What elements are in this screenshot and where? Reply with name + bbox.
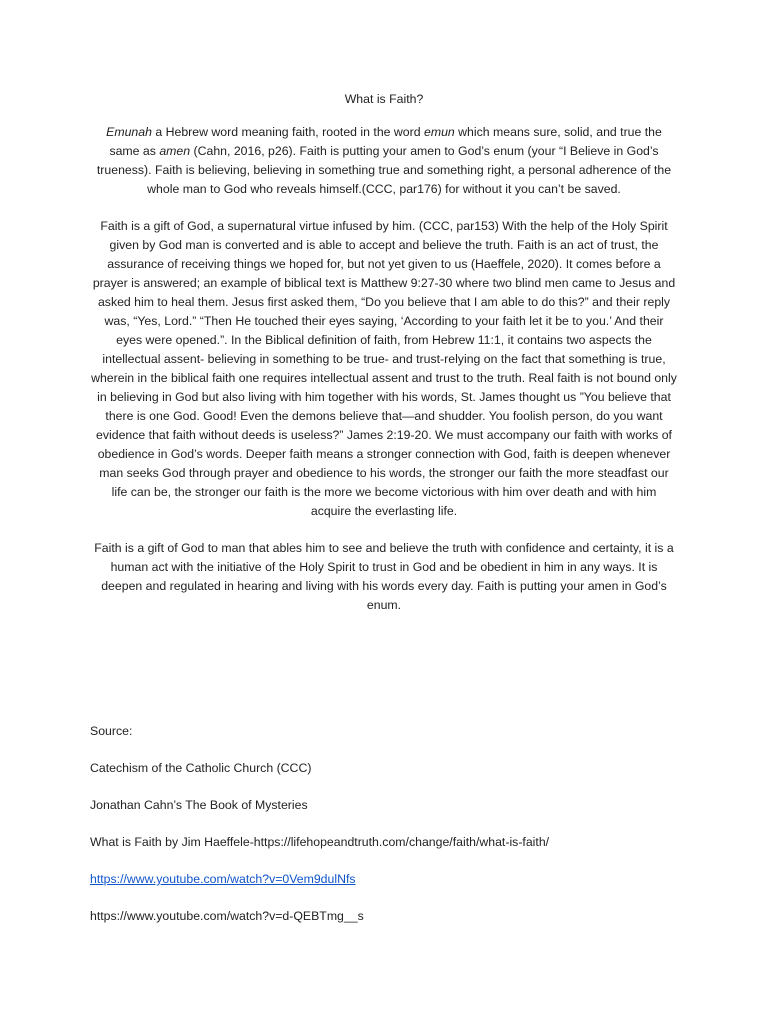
youtube-link-1[interactable]: https://www.youtube.com/watch?v=0Vem9dulNfs — [90, 872, 356, 886]
paragraph-1 — [90, 123, 678, 199]
source-cahn: Jonathan Cahn’s The Book of Mysteries — [90, 798, 308, 812]
paragraph-1-text-b: which means sure, solid, and true the same as — [109, 125, 662, 158]
document-body — [90, 90, 678, 633]
page-title: What is Faith? — [344, 92, 424, 106]
paragraph-2: Faith is a gift of God, a supernatural virtue infused by him. (CCC, par153) With the help of the Holy Spirit given by God man is converted and is able to accept and believe the truth. Faith is an act of trust, the assurance of receiving things we hoped for, but not yet given to us (Haeffele, 2020). It comes before a prayer is answered; an example of biblical text is Matthew 9:27-30 where two blind men came to Jesus and asked him to heal them. Jesus first asked them, “Do you believe that I am able to do this?” and their reply was, “Yes, Lord.” “Then He touched their eyes saying, ‘According to your faith let it be to you.’ And their eyes were opened.”. In the Biblical definition of faith, from Hebrew 11:1, it contains two aspects the intellectual assent- believing in something to be true- and trust-relying on the fact that something is true, wherein in the biblical faith one requires intellectual assent and trust to the truth. Real faith is not bound only in believing in God but also living with him together with his words, St. James thought us ”You believe that there is one God. Good! Even the demons believe that—and shudder. You foolish person, do you want evidence that faith without deeds is useless?” James 2:19-20. We must accompany our faith with works of obedience in God’s words. Deeper faith means a stronger connection with God, faith is deepen whenever man seeks God through prayer and obedience to his words, the stronger our faith the more steadfast our life can be, the stronger our faith is the more we become victorious with him over death and with him acquire the everlasting life. — [91, 219, 677, 518]
paragraph-3: Faith is a gift of God to man that ables him to see and believe the truth with confidence and certainty, it is a human act with the initiative of the Holy Spirit to trust in God and be obedient in him in any ways. It is deepen and regulated in hearing and living with his words every day. Faith is putting your amen in God’s enum. — [94, 541, 674, 612]
sources-heading: Source: — [90, 724, 133, 738]
source-haeffele: What is Faith by Jim Haeffele-https://lifehopeandtruth.com/change/faith/what-is-faith/ — [90, 835, 550, 849]
source-ccc: Catechism of the Catholic Church (CCC) — [90, 761, 312, 775]
paragraph-1-text-c: (Cahn, 2016, p26). Faith is putting your amen to God’s enum (your “I Believe in God’s trueness). Faith is believing, believing in something true and something right, a personal adherence of the whole man to God who reveals himself.(CCC, par176) for without it you can’t be saved. — [96, 144, 672, 196]
paragraph-1-text-a: a Hebrew word meaning faith, rooted in the word — [151, 125, 424, 139]
amen-word: amen — [159, 144, 191, 158]
emunah-word: Emunah — [106, 125, 152, 139]
source-youtube-2: https://www.youtube.com/watch?v=d-QEBTmg__s — [90, 909, 364, 923]
sources-section — [90, 722, 678, 944]
emun-word: emun — [423, 125, 455, 139]
